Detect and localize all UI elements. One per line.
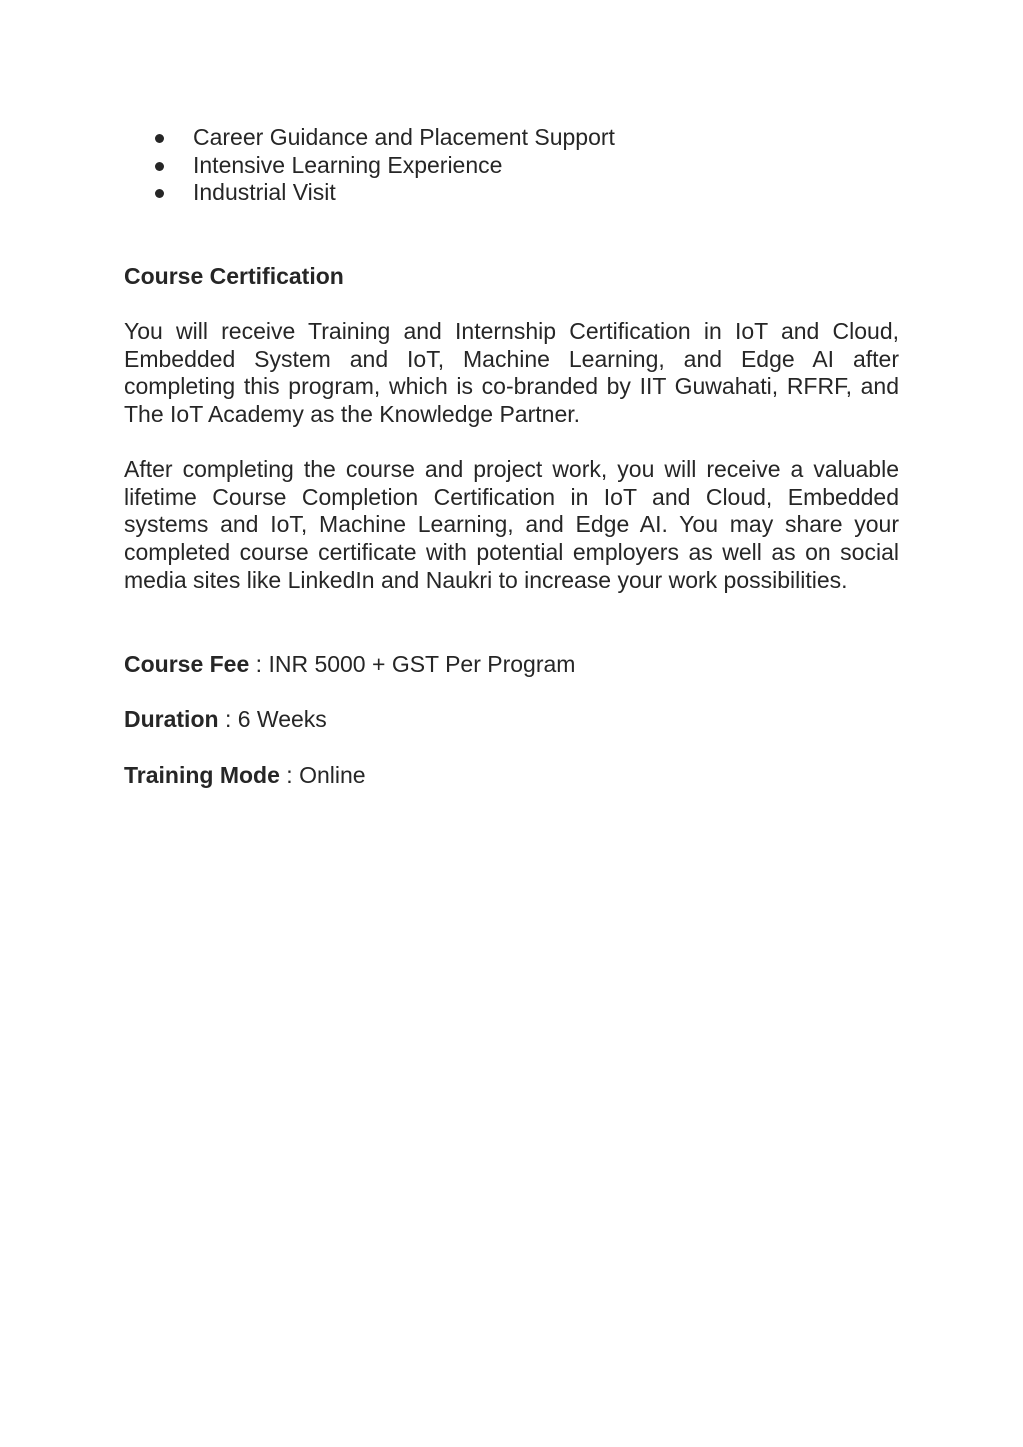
list-item [150,179,615,207]
training-mode-value: Online [299,762,366,788]
list-item [150,124,615,152]
course-fee-separator: : [249,651,269,677]
completion-paragraph: After completing the course and project work, you will receive a valuable lifetime Course Completion Certification in IoT and Cloud, Embedded systems and IoT, Machine Learning, and Edge AI. You may share your completed course certificate with potential employers as well as on social media sites like LinkedIn and Naukri to increase your work possibilities. [124,456,899,593]
duration-value: 6 Weeks [237,706,327,732]
list-item-text: Industrial Visit [193,179,336,206]
training-mode-label: Training Mode [124,762,280,788]
list-item-text: Intensive Learning Experience [193,151,503,178]
duration-separator: : [218,706,238,732]
bullet-icon [155,162,164,171]
duration-label: Duration [124,706,219,732]
training-mode-line [124,761,366,789]
list-item [150,152,615,180]
bullet-icon [155,134,164,143]
bullet-icon [155,189,164,198]
course-fee-label: Course Fee [124,651,250,677]
certification-heading: Course Certification [124,263,344,289]
duration-line [124,705,327,733]
course-fee-value: INR 5000 + GST Per Program [268,651,576,677]
certification-paragraph: You will receive Training and Internship Certification in IoT and Cloud, Embedded System and IoT, Machine Learning, and Edge AI after completing this program, which is co-branded by IIT Guwahati, RFRF, and The IoT Academy as the Knowledge Partner. [124,318,899,428]
benefits-list [150,124,615,207]
course-fee-line [124,650,575,678]
training-mode-separator: : [279,762,300,788]
list-item-text: Career Guidance and Placement Support [193,124,615,150]
